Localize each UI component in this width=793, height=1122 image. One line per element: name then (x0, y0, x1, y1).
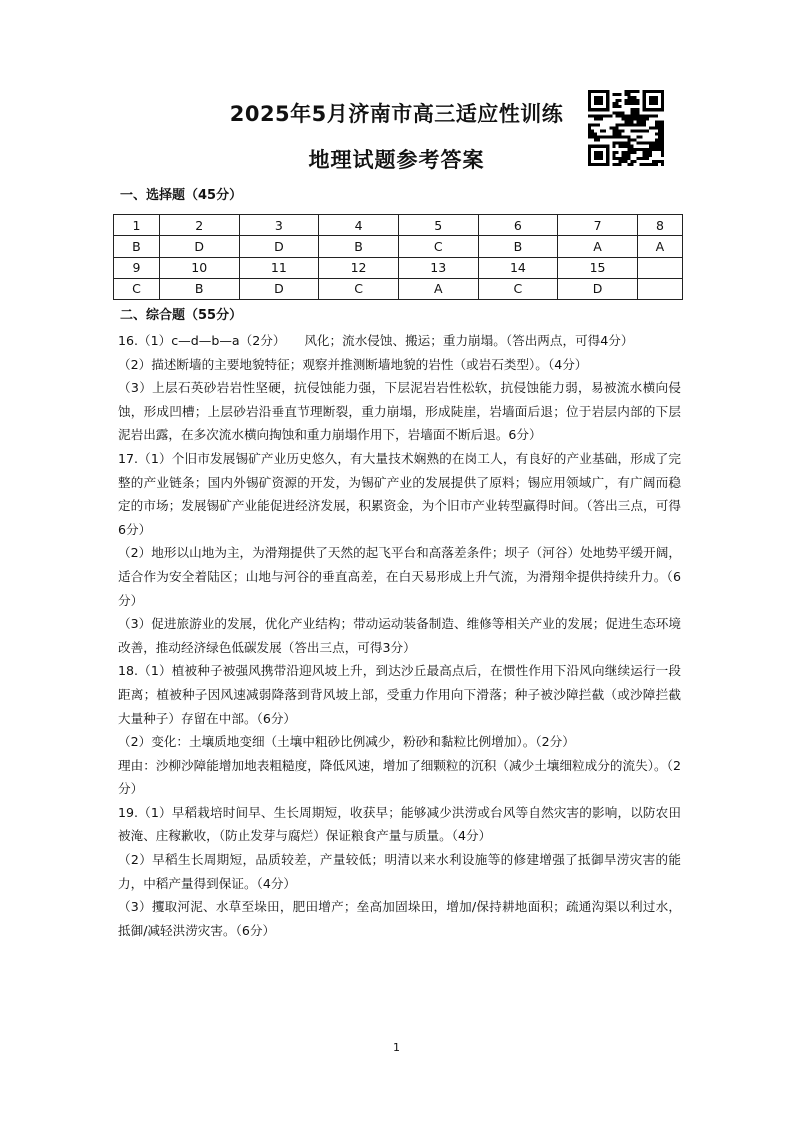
answer-table (113, 214, 683, 300)
page-number: 1 (393, 1041, 400, 1054)
page-subtitle: 地理试题参考答案 (308, 148, 485, 172)
table-cell: A (558, 236, 638, 257)
section-heading-comprehensive: 二、综合题（55分） (120, 308, 243, 323)
table-cell: B (478, 236, 558, 257)
table-cell: 15 (558, 257, 638, 278)
table-row (114, 278, 683, 299)
answer-paragraph: 17.（1）个旧市发展锡矿产业历史悠久，有大量技术娴熟的在岗工人，有良好的产业基础，形成了完整的产业链条；国内外锡矿资源的开发，为锡矿产业的发展提供了原料；锡应用领域广，有广阔而稳定的市场；发展锡矿产业能促进经济发展，积累资金，为个旧市产业转型赢得时间。（答出三点，可得6分） (118, 450, 681, 537)
table-cell: 4 (319, 215, 399, 236)
table-row (114, 215, 683, 236)
answer-paragraph: 理由：沙柳沙障能增加地表粗糙度，降低风速，增加了细颗粒的沉积（减少土壤细粒成分的流失）。（2分） (118, 757, 681, 797)
table-cell: B (319, 236, 399, 257)
table-cell: D (239, 278, 319, 299)
section-heading-choice: 一、选择题（45分） (120, 188, 243, 203)
answer-paragraph: 19.（1）早稻栽培时间早、生长周期短，收获早；能够减少洪涝或台风等自然灾害的影响，以防农田被淹、庄稼歉收，（防止发芽与腐烂）保证粮食产量与质量。（4分） (118, 804, 681, 844)
table-cell: 12 (319, 257, 399, 278)
table-cell: C (398, 236, 478, 257)
table-cell: 3 (239, 215, 319, 236)
answer-content (118, 329, 681, 942)
table-cell: B (159, 278, 239, 299)
table-cell: 9 (114, 257, 160, 278)
table-cell: 6 (478, 215, 558, 236)
page-title: 2025年5月济南市高三适应性训练 (229, 102, 564, 126)
table-cell: B (114, 236, 160, 257)
table-row (114, 257, 683, 278)
answer-paragraph: 16.（1）c—d—b—a（2分） 风化；流水侵蚀、搬运；重力崩塌。（答出两点，可得4分） (118, 333, 634, 348)
answer-paragraph: （2）变化：土壤质地变细（土壤中粗砂比例减少，粉砂和黏粒比例增加）。（2分） (118, 734, 575, 750)
table-cell: 13 (398, 257, 478, 278)
answer-paragraph: （3）促进旅游业的发展，优化产业结构；带动运动装备制造、维修等相关产业的发展；促进生态环境改善，推动经济绿色低碳发展（答出三点，可得3分） (118, 616, 681, 655)
table-cell: 8 (637, 215, 682, 236)
table-cell: 10 (159, 257, 239, 278)
qr-code (588, 90, 664, 166)
table-cell: 7 (558, 215, 638, 236)
table-cell: D (558, 278, 638, 299)
answer-paragraph: （3）上层石英砂岩岩性坚硬，抗侵蚀能力强，下层泥岩岩性松软，抗侵蚀能力弱，易被流水横向侵蚀，形成凹槽；上层砂岩沿垂直节理断裂，重力崩塌，形成陡崖，岩墙面后退；位于岩层内部的下层泥岩出露，在多次流水横向掏蚀和重力崩塌作用下，岩墙面不断后退。6分） (118, 380, 681, 443)
answer-paragraph: （2）早稻生长周期短，品质较差，产量较低；明清以来水利设施等的修建增强了抵御旱涝灾害的能力，中稻产量得到保证。（4分） (118, 852, 681, 891)
table-cell: 14 (478, 257, 558, 278)
table-cell: C (114, 278, 160, 299)
answer-paragraph: （2）描述断墙的主要地貌特征；观察并推测断墙地貌的岩性（或岩石类型）。（4分） (118, 356, 588, 372)
answer-paragraph: （2）地形以山地为主，为滑翔提供了天然的起飞平台和高落差条件；坝子（河谷）处地势平缓开阔，适合作为安全着陆区；山地与河谷的垂直高差，在白天易形成上升气流，为滑翔伞提供持续升力。（6分） (118, 545, 681, 608)
answer-paragraph: （3）攫取河泥、水草至垛田，肥田增产；垒高加固垛田，增加/保持耕地面积；疏通沟渠以利过水，抵御/减轻洪涝灾害。（6分） (118, 899, 681, 938)
table-cell: C (478, 278, 558, 299)
table-cell: C (319, 278, 399, 299)
table-cell: 5 (398, 215, 478, 236)
table-cell: D (239, 236, 319, 257)
table-cell: A (637, 236, 682, 257)
table-row (114, 236, 683, 257)
answer-paragraph: 18.（1）植被种子被强风携带沿迎风坡上升，到达沙丘最高点后，在惯性作用下沿风向继续运行一段距离；植被种子因风速减弱降落到背风坡上部，受重力作用向下滑落；种子被沙障拦截（或沙障拦截大量种子）存留在中部。（6分） (118, 663, 681, 726)
table-cell (637, 257, 682, 278)
table-cell: 1 (114, 215, 160, 236)
table-cell: 2 (159, 215, 239, 236)
table-cell (637, 278, 682, 299)
table-cell: A (398, 278, 478, 299)
table-cell: 11 (239, 257, 319, 278)
table-cell: D (159, 236, 239, 257)
